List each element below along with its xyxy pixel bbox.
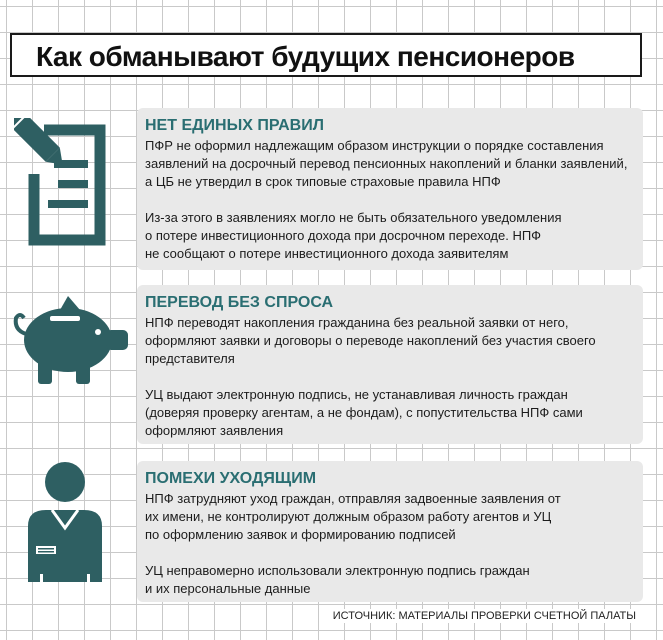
section-paragraph: ПФР не оформил надлежащим образом инструкции о порядке составления заявлений на досрочный перевод пенсионных накоплений и бланки заявлений, а ЦБ не утвердил в срок типовые страховые правила НПФ: [145, 138, 628, 189]
section-heading: ПОМЕХИ УХОДЯЩИМ: [145, 470, 317, 487]
piggy-bank-icon: [10, 296, 132, 394]
section-exit-obstacles: [137, 461, 643, 602]
section-paragraph: УЦ неправомерно использовали электронную подпись граждан и их персональные данные: [145, 563, 530, 596]
section-no-rules: [137, 108, 643, 270]
document-pen-icon: [14, 118, 106, 246]
page-title: Как обманывают будущих пенсионеров: [36, 41, 575, 72]
section-paragraph: Из-за этого в заявлениях могло не быть обязательного уведомления о потере инвестиционного дохода при досрочном переходе. НПФ не сообщают о потере инвестиционного дохода заявителям: [145, 210, 562, 261]
title-box: [10, 33, 642, 77]
section-paragraph: НПФ затрудняют уход граждан, отправляя задвоенные заявления от их имени, не контролируют должным образом работу агентов и УЦ по оформлению заявок и формированию подписей: [145, 491, 561, 542]
section-paragraph: НПФ переводят накопления гражданина без реальной заявки от него, оформляют заявки и договоры о переводе накоплений без участия своего представителя: [145, 315, 596, 366]
section-paragraph: УЦ выдают электронную подпись, не устанавливая личность граждан (доверяя проверку агентам, а не фондам), с попустительства НПФ сами оформляют заявления: [145, 387, 583, 438]
source-note: ИСТОЧНИК: МАТЕРИАЛЫ ПРОВЕРКИ СЧЕТНОЙ ПАЛАТЫ: [330, 609, 639, 623]
person-badge-icon: [22, 462, 108, 584]
section-unauthorized-transfer: [137, 285, 643, 444]
section-heading: НЕТ ЕДИНЫХ ПРАВИЛ: [145, 117, 324, 134]
section-heading: ПЕРЕВОД БЕЗ СПРОСА: [145, 294, 334, 311]
